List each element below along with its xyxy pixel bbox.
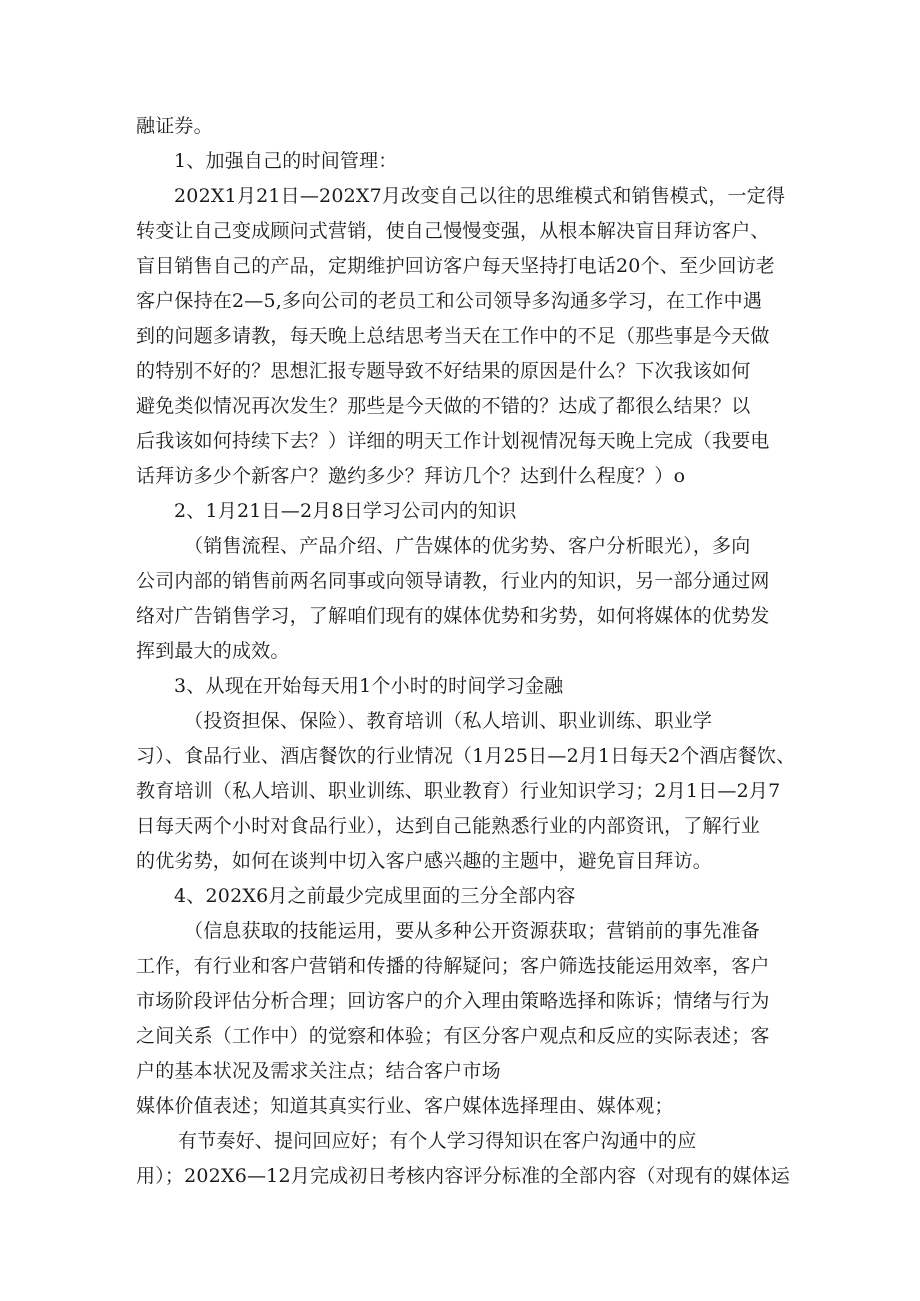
- text-line-26: 市场阶段评估分析合理；回访客户的介入理由策略选择和陈诉；情绪与行为: [136, 990, 770, 1012]
- text-line-15: 络对广告销售学习，了解咱们现有的媒体优势和劣势，如何将媒体的优势发: [136, 605, 770, 627]
- text-line-4: 转变让自己变成顾问式营销，使自己慢慢变强，从根本解决盲目拜访客户、: [136, 220, 770, 242]
- heading-finance-study: 3、从现在开始每天用1个小时的时间学习金融: [174, 675, 564, 697]
- text-line-19: 习）、食品行业、酒店餐饮的行业情况（1月25日—2月1日每天2个酒店餐饮、: [136, 745, 796, 767]
- text-line-27: 之间关系（工作中）的觉察和体验；有区分客户观点和反应的实际表述；客: [136, 1025, 770, 1047]
- text-line-18: （投资担保、保险）、教育培训（私人培训、职业训练、职业学: [184, 710, 713, 732]
- text-line-11: 话拜访多少个新客户？邀约多少？拜访几个？达到什么程度？）o: [136, 465, 686, 487]
- heading-goal-by-june: 4、202X6月之前最少完成里面的三分全部内容: [174, 885, 576, 907]
- text-line-28: 户的基本状况及需求关注点；结合客户市场: [136, 1060, 501, 1082]
- text-line-16: 挥到最大的成效。: [136, 640, 290, 662]
- text-line-22: 的优劣势，如何在谈判中切入客户感兴趣的主题中，避免盲目拜访。: [136, 850, 713, 872]
- text-line-13: （销售流程、产品介绍、广告媒体的优劣势、客户分析眼光），多向: [184, 535, 751, 557]
- text-line-5: 盲目销售自己的产品，定期维护回访客户每天坚持打电话20个、至少回访老: [136, 255, 775, 277]
- text-line-8: 的特别不好的？思想汇报专题导致不好结果的原因是什么？下次我该如何: [136, 360, 751, 382]
- text-line-24: （信息获取的技能运用，要从多种公开资源获取；营销前的事先准备: [184, 920, 761, 942]
- heading-company-knowledge: 2、1月21日—2月8日学习公司内的知识: [174, 500, 517, 522]
- text-line-7: 到的问题多请教，每天晚上总结思考当天在工作中的不足（那些事是今天做: [136, 325, 770, 347]
- text-line-25: 工作，有行业和客户营销和传播的待解疑问；客户筛选技能运用效率，客户: [136, 955, 770, 977]
- text-line-20: 教育培训（私人培训、职业训练、职业教育）行业知识学习；2月1日—2月7: [136, 780, 781, 802]
- text-line-10: 后我该如何持续下去？）详细的明天工作计划视情况每天晚上完成（我要电: [136, 430, 770, 452]
- text-line-6: 客户保持在2—5,多向公司的老员工和公司领导多沟通多学习，在工作中遇: [136, 290, 763, 312]
- heading-time-management: 1、加强自己的时间管理：: [174, 150, 398, 172]
- text-line-31: 用）；202X6—12月完成初日考核内容评分标准的全部内容（对现有的媒体运: [136, 1165, 790, 1187]
- text-line-29: 媒体价值表述；知道其真实行业、客户媒体选择理由、媒体观；: [136, 1095, 674, 1117]
- text-line-30: 有节奏好、提问回应好；有个人学习得知识在客户沟通中的应: [178, 1130, 697, 1152]
- text-line-3: 202X1月21日—202X7月改变自己以往的思维模式和销售模式，一定得: [174, 185, 786, 207]
- text-line-14: 公司内部的销售前两名同事或向领导请教，行业内的知识，另一部分通过网: [136, 570, 770, 592]
- text-line-9: 避免类似情况再次发生？那些是今天做的不错的？达成了都很么结果？以: [136, 395, 751, 417]
- text-line-1: 融证券。: [136, 115, 213, 137]
- text-line-21: 日每天两个小时对食品行业），达到自己能熟悉行业的内部资讯，了解行业: [136, 815, 761, 837]
